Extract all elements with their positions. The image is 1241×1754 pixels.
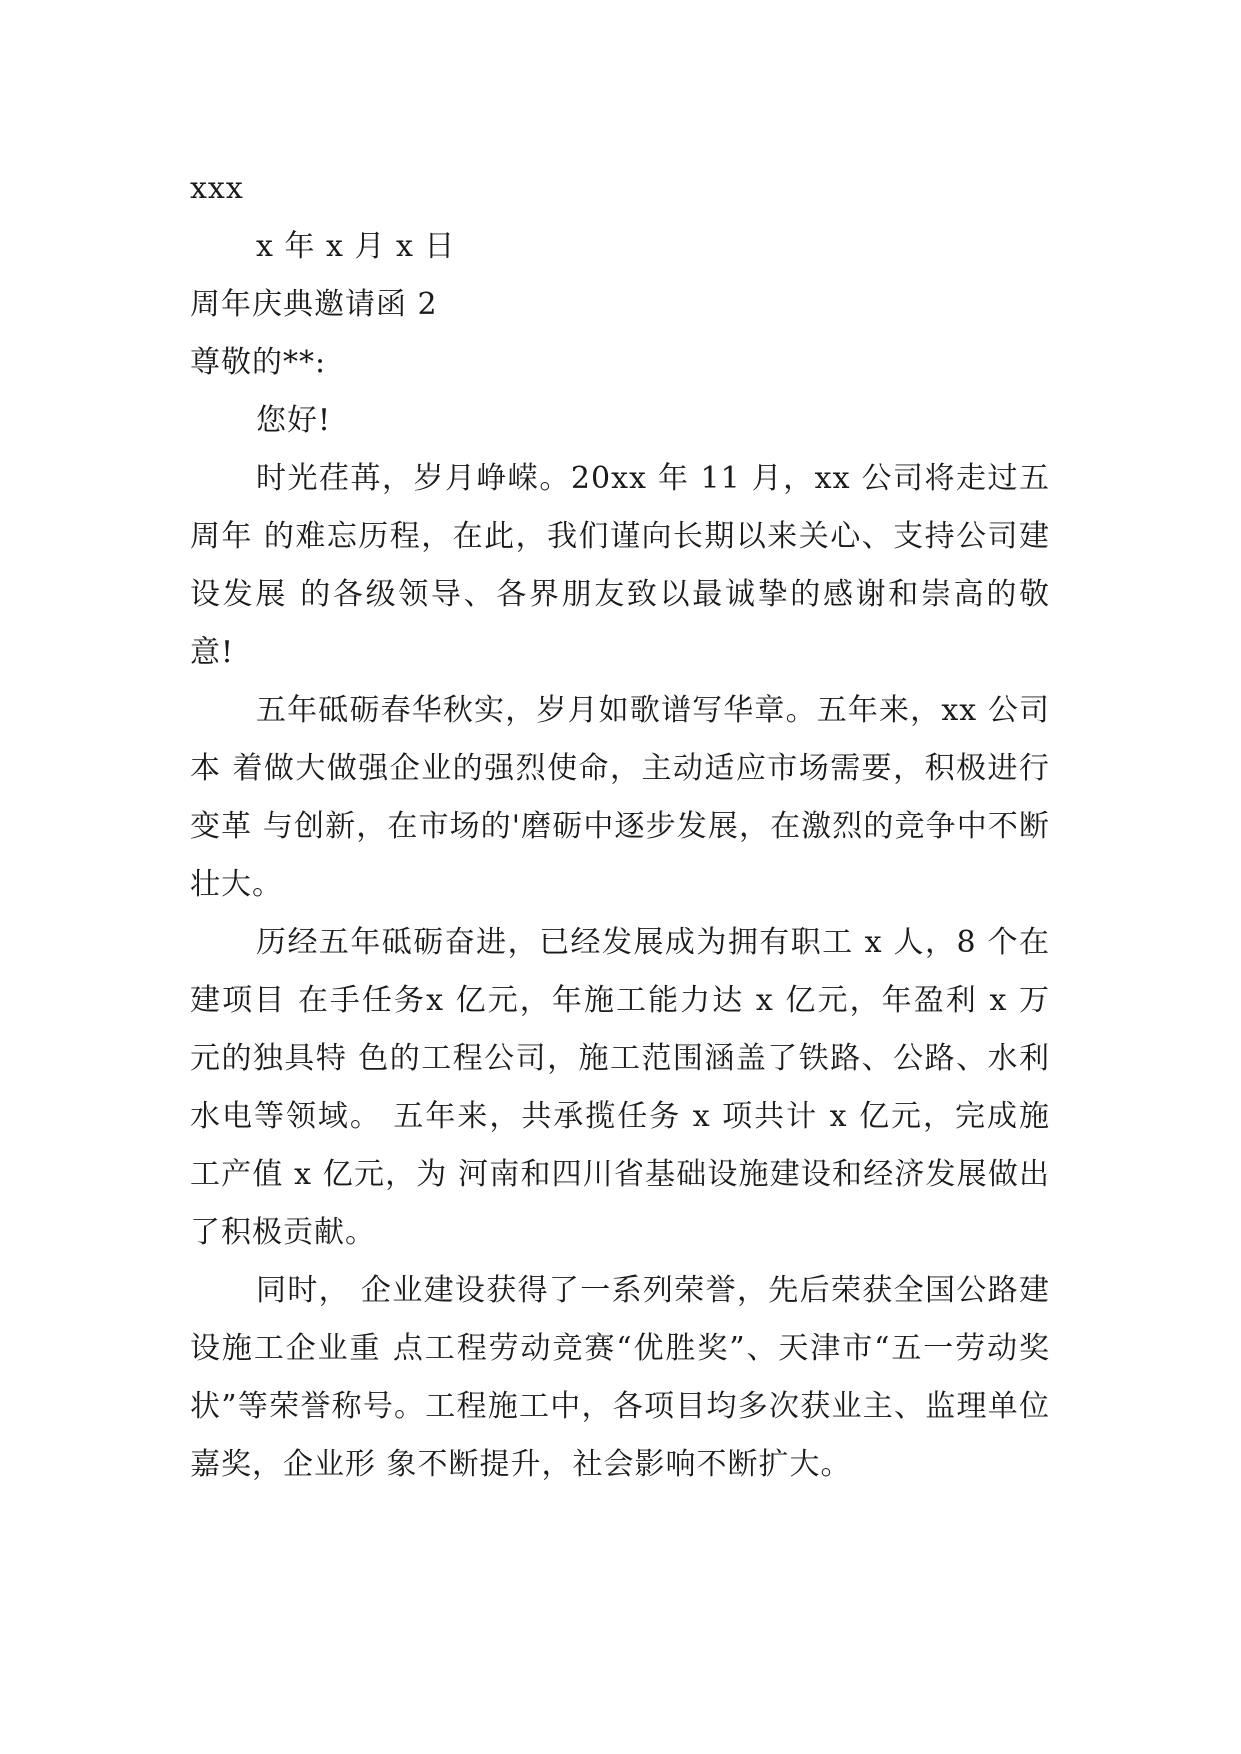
salutation: 尊敬的**: xyxy=(190,345,327,380)
paragraph: 时光荏苒，岁月峥嵘。20xx 年 11 月，xx 公司将走过五周年 的难忘历程，在此，我们谨向长期以来关心、支持公司建设发展 的各级领导、各界朋友致以最诚挚的感谢和崇高的敬意! xyxy=(190,461,1050,670)
letter-title: 周年庆典邀请函 2 xyxy=(190,287,438,322)
paragraph: 历经五年砥砺奋进，已经发展成为拥有职工 x 人，8 个在建项目 在手任务x 亿元，年施工能力达 x 亿元，年盈利 x 万元的独具特 色的工程公司，施工范围涵盖了铁路、公路、水利水电等领域。 五年来，共承揽任务 x 项共计 x 亿元，完成施工产值 x 亿元，为 河南和四川省基础设施建设和经济发展做出了积极贡献。 xyxy=(190,925,1050,1250)
document-body xyxy=(190,160,1050,1494)
signature-date: x 年 x 月 x 日 xyxy=(256,229,456,264)
paragraph: 五年砥砺春华秋实，岁月如歌谱写华章。五年来，xx 公司本 着做大做强企业的强烈使命，主动适应市场需要，积极进行变革 与创新，在市场的'磨砺中逐步发展，在激烈的竞争中不断壮大。 xyxy=(190,693,1050,902)
paragraph: 同时， 企业建设获得了一系列荣誉，先后荣获全国公路建设施工企业重 点工程劳动竞赛“优胜奖”、天津市“五一劳动奖状”等荣誉称号。工程施工中，各项目均多次获业主、监理单位嘉奖，企业形 象不断提升，社会影响不断扩大。 xyxy=(190,1273,1050,1482)
greeting: 您好! xyxy=(256,403,332,438)
signature-name: xxx xyxy=(190,171,244,206)
